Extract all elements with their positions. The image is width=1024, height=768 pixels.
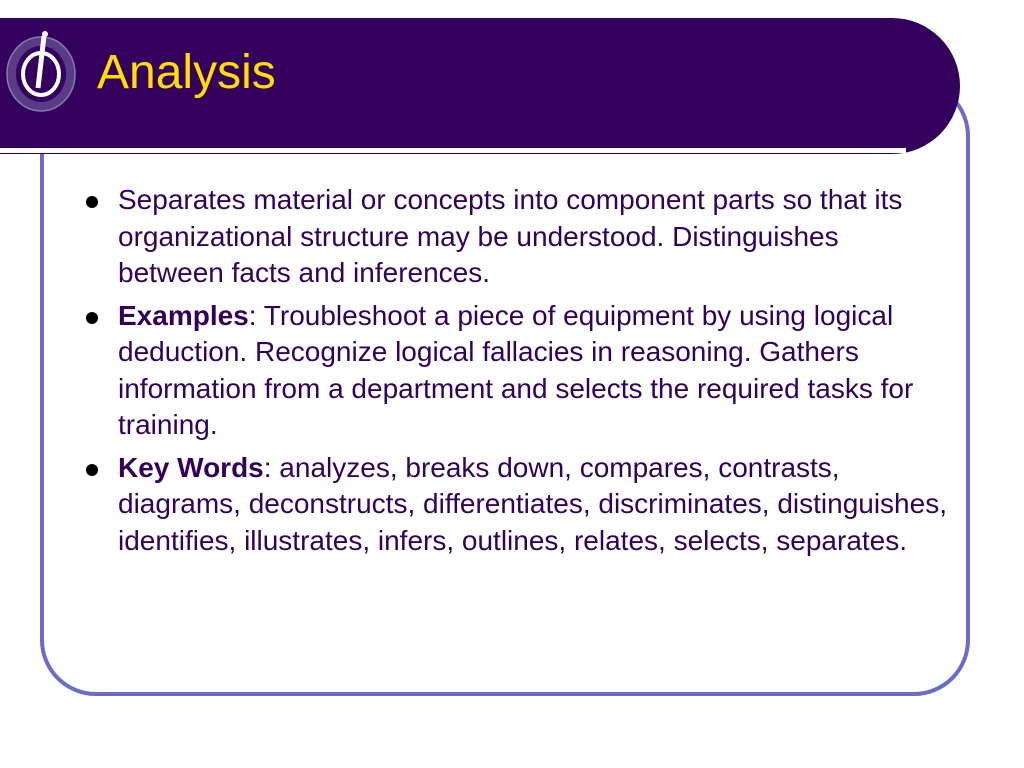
bullet-item-examples <box>82 298 952 444</box>
bullet-dot-icon <box>86 312 98 324</box>
bullet-label: Key Words <box>118 451 264 483</box>
bullet-dot-icon <box>86 196 98 208</box>
bullet-text: : analyzes, breaks down, compares, contrasts, diagrams, deconstructs, differentiates, discriminates, distinguishes, identifies, illustrates, infers, outlines, relates, selects, separates. <box>118 451 947 556</box>
title-underline <box>0 148 906 153</box>
bullet-text: Separates material or concepts into component parts so that its organizational structure may be understood. Distinguishes between facts and inferences. <box>118 184 903 288</box>
bullet-list <box>82 182 952 565</box>
bullet-item-definition <box>82 182 952 292</box>
slide-title: Analysis <box>97 46 276 99</box>
bullet-text: : Troubleshoot a piece of equipment by using logical deduction. Recognize logical fallacies in reasoning. Gathers information from a department and selects the required tasks for training. <box>118 299 914 440</box>
bullet-label: Examples <box>118 299 249 331</box>
information-school-logo-icon <box>4 30 78 114</box>
bullet-item-key-words <box>82 450 952 560</box>
bullet-dot-icon <box>86 464 98 476</box>
